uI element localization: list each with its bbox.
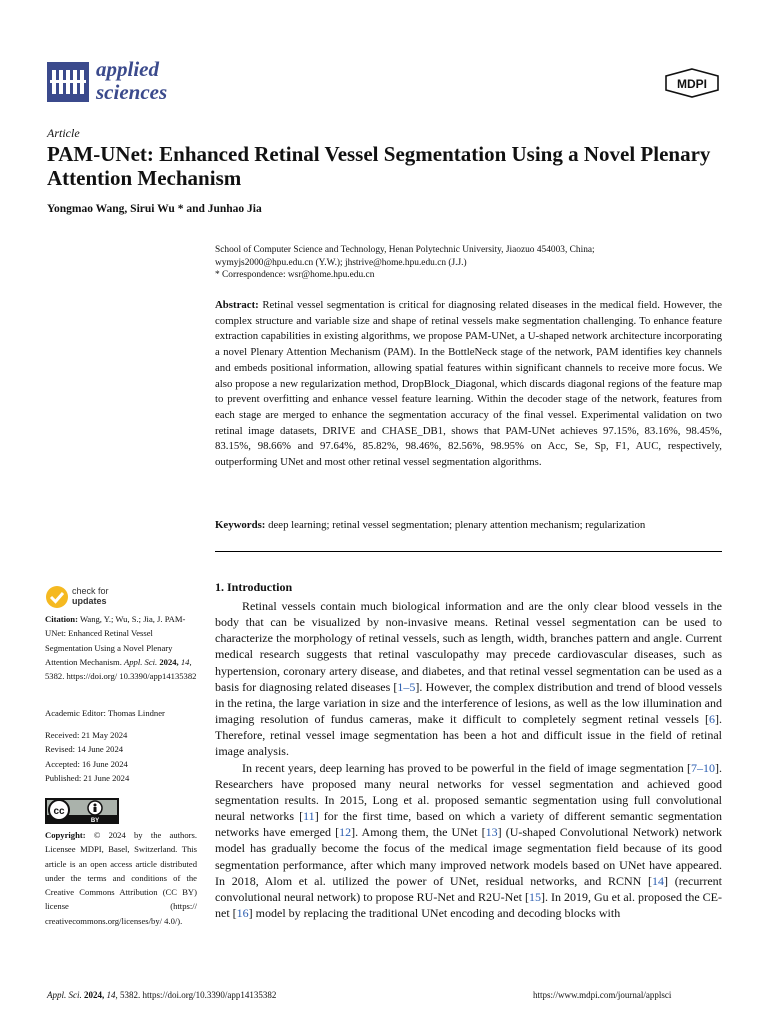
abstract — [215, 298, 722, 471]
reference-link[interactable]: 12 — [339, 825, 352, 840]
page-title: PAM-UNet: Enhanced Retinal Vessel Segmentation Using a Novel Plenary Attention Mechanism — [47, 142, 711, 190]
paragraph-text: ]. In 2019, Gu et al. proposed the CE-net [ — [215, 889, 722, 920]
article-type: Article — [47, 126, 80, 140]
paragraph-text: Retinal vessels contain much biological information and are the only clear blood vessels in the body that can be visualized by non-invasive means. Retinal vessel segmentation can be used to characterize the morphology of retinal vessels, such as length, width, branches pattern and angle. Current medical research suggests that retinal vasculopathy may precede cardiovascular diseases, such as hypertension, coronary artery disease, and diabetes, and that retinal vessel segmentation can be used as a basis for diagnosing related diseases [ — [215, 599, 722, 694]
authors: Yongmao Wang, Sirui Wu * and Junhao Jia — [47, 203, 262, 215]
paragraph — [215, 760, 722, 922]
reference-link[interactable]: 16 — [236, 905, 249, 920]
journal-name: applied sciences — [96, 57, 168, 104]
paragraph-text: ]. Among them, the UNet [ — [351, 825, 486, 840]
section-heading: 1. Introduction — [215, 580, 293, 594]
journal-logo-icon — [47, 62, 89, 102]
reference-link[interactable]: 14 — [652, 873, 664, 888]
reference-link[interactable]: 13 — [485, 825, 498, 840]
keywords — [215, 518, 722, 533]
divider — [215, 551, 722, 552]
paragraph-text: ] for the first time, based on which a variety of different semantic segmentation networks have emerged [ — [215, 809, 722, 840]
check-for-updates-button[interactable]: check for updates — [45, 585, 135, 609]
paragraph-text: ]. Therefore, retinal vessel image segmentation has been a hot and difficult issue in the field of retinal image analysis. — [215, 712, 722, 759]
paragraph-text: ] model by replacing the traditional UNet encoding and decoding blocks with — [248, 905, 621, 920]
svg-text:cc: cc — [53, 806, 65, 817]
publisher-name: MDPI — [677, 77, 707, 91]
paragraph — [215, 598, 722, 760]
affiliation: School of Computer Science and Technology, Henan Polytechnic University, Jiaozuo 454003, China; wymyjs2000@hpu.edu.cn (Y.W.); jhstrive@home.hpu.edu.cn (J.J.) * Correspondence: wsr@home.hpu.edu.cn — [215, 245, 595, 280]
svg-text:BY: BY — [90, 818, 100, 824]
keywords-text: deep learning; retinal vessel segmentation; plenary attention mechanism; regularization — [268, 519, 646, 531]
keywords-label: Keywords: — [215, 519, 266, 531]
academic-editor: Academic Editor: Thomas Lindner — [45, 708, 165, 718]
check-updates-icon — [45, 585, 69, 609]
paragraph-text: ]. However, the complex distribution and trend of blood vessels in the retina, the large variation in size and the interference of lesions, as well as the low illumination and imaging resolution of fundus cameras, make it difficult to completely segment retinal vessels [ — [215, 679, 722, 727]
paragraph-text: ] (recurrent convolutional neural network) to propose RU-Net and R2U-Net [ — [215, 873, 722, 904]
reference-link[interactable]: 7–10 — [691, 760, 715, 775]
footer-journal-url[interactable]: https://www.mdpi.com/journal/applsci — [533, 990, 672, 1000]
paragraph-text: In recent years, deep learning has proved to be powerful in the field of image segmentation [ — [242, 760, 691, 775]
abstract-label: Abstract: — [215, 299, 259, 311]
paragraph-text: ] (U-shaped Convolutional Network) network model has gradually become the focus of the medical image segmentation field because of its good segmentation performance, after which many improved network models based on UNet have appeared. In 2018, Alom et al. utilized the power of UNet, residual networks, and RCNN [ — [215, 825, 723, 888]
reference-link[interactable]: 11 — [303, 809, 315, 824]
mdpi-logo[interactable] — [664, 68, 720, 98]
cc-by-license-icon[interactable] — [45, 798, 119, 824]
footer-citation: Appl. Sci. 2024, 14, 5382. https://doi.org/10.3390/app14135382 — [47, 990, 277, 1000]
publication-dates: Received: 21 May 2024 Revised: 14 June 2024 Accepted: 16 June 2024 Published: 21 June 2024 — [45, 730, 130, 783]
copyright-notice: Copyright: © 2024 by the authors. Licensee MDPI, Basel, Switzerland. This article is an open access article distributed under the terms and conditions of the Creative Commons Attribution (CC BY) license (https:// creativecommons.org/licenses/by/ 4.0/). — [45, 830, 197, 926]
reference-link[interactable]: 6 — [709, 712, 715, 727]
paragraph-text: ]. Researchers have proposed many neural networks for vessel segmentation and achieved good segmentation results. In 2015, Long et al. proposed semantic segmentation using full convolutional neural networks [ — [215, 760, 722, 824]
body-text — [215, 598, 722, 921]
citation: Citation: Wang, Y.; Wu, S.; Jia, J. PAM-UNet: Enhanced Retinal Vessel Segmentation Using a Novel Plenary Attention Mechanism. Appl. Sci. 2024, 14, 5382. https://doi.org/ 10.3390/app14135382 — [45, 614, 197, 682]
abstract-text: Retinal vessel segmentation is critical for diagnosing related diseases in the medical field. However, the complex structure and variable size and shape of retinal vessels make segmentation challenging. To enhance feature extraction capabilities in existing algorithms, we propose PAM-UNet, a U-shaped network architecture incorporating a novel Plenary Attention Mechanism (PAM). In the BottleNeck stage of the network, PAM identifies key channels and embeds positional information, allowing spatial features within significant channels to receive more focus. We also propose a new regularization method, DropBlock_Diagonal, which discards diagonal regions of the feature map to prevent overfitting and enhance vessel feature learning. Within the decoder stage of the network, features from each stage are merged to enhance the segmentation accuracy of the final vessel. Experimental validation on two retinal image datasets, DRIVE and CHASE_DB1, shows that PAM-UNet achieves 97.15%, 83.16%, 98.45%, 83.15%, 98.66% and 97.64%, 85.82%, 98.46%, 82.56%, 98.95% on Acc, Se, Sp, F1, AUC, respectively, outperforming UNet and most other retinal vessel segmentation algorithms. — [215, 299, 722, 469]
reference-link[interactable]: 15 — [528, 889, 541, 904]
reference-link[interactable]: 1–5 — [397, 679, 416, 694]
